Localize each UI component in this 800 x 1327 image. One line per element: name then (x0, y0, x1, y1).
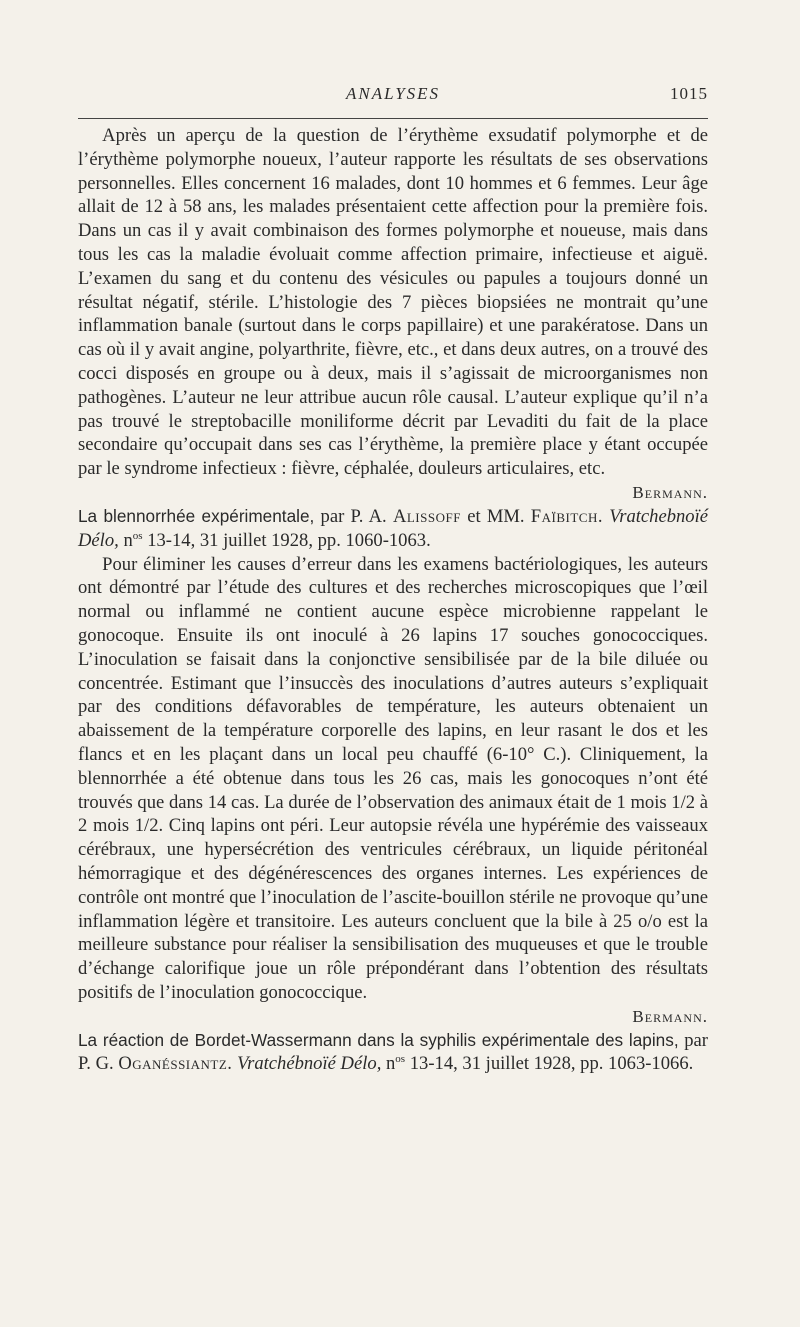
citation-details: 13-14, 31 juillet 1928, pp. 1060-1063. (147, 529, 431, 551)
article-signature: Bermann. (632, 482, 708, 502)
article-title: La réaction de Bordet-Wassermann dans la syphilis expérimentale des lapins, (78, 1029, 679, 1050)
journal-name: Vratchébnoïé Délo, (237, 1053, 382, 1075)
running-title: ANALYSES (345, 84, 441, 103)
author-name: Faïbitch. (530, 505, 603, 527)
article-heading (78, 505, 708, 553)
page-number: 1015 (670, 84, 708, 103)
author-name: Alissoff (392, 505, 461, 527)
journal-name: Vratchebnoïé Délo, (78, 505, 709, 551)
article-heading (78, 1029, 708, 1077)
issue-superscript: os (395, 1053, 406, 1066)
article-bordet-wassermann (78, 1029, 708, 1077)
issue-prefix: n (386, 1053, 396, 1075)
header-rule (78, 118, 708, 119)
article-paragraph: Après un aperçu de la question de l’érythème exsudatif polymorphe et de l’érythème polymorphe noueux, l’auteur rapporte les résultats de ses observations personnelles. Elles concernent 16 malades, dont 10 hommes et 6 femmes. Leur âge allait de 12 à 58 ans, les malades présentaient cette affection pour la première fois. Dans un cas il y avait combinaison des formes polymorphe et noueuse, mais dans tous les cas la maladie évoluait comme affection primaire, infectieuse et aiguë. L’examen du sang et du contenu des vésicules ou papules a toujours donné un résultat négatif, stérile. L’histologie des 7 pièces biopsiées ne montrait qu’une inflammation banale (surtout dans le corps papillaire) et une parakératose. Dans un cas où il y avait angine, polyarthrite, fièvre, etc., et dans deux autres, on a trouvé des cocci disposés en groupe ou à deux, mais il s’agissait de microorganismes non pathogènes. L’auteur ne leur attribue aucun rôle causal. L’auteur explique qu’il n’a pas trouvé le streptobacille moniliforme décrit par Levaditi du fait de la place secondaire qu’occupait dans ses cas l’érythème, la première place y étant occupée par le syndrome infectieux : fièvre, céphalée, douleurs articulaires, etc. (78, 125, 708, 480)
article-signature: Bermann. (632, 1006, 708, 1026)
page-header (78, 84, 708, 110)
author-conjunction: et MM. (467, 505, 525, 527)
author-prefix: par P. G. (78, 1029, 708, 1075)
author-name: Oganéssiantz. (118, 1053, 233, 1075)
page-body (78, 124, 708, 1076)
article-paragraph: Pour éliminer les causes d’erreur dans les examens bactériologiques, les auteurs ont démontré par l’étude des cultures et des recherches microscopiques que l’œil normal ou inflammé ne contient aucune espèce microbienne rappelant le gonocoque. Ensuite ils ont inoculé à 26 lapins 17 souches gonococciques. L’inoculation se faisait dans la conjonctive sensibilisée par de la bile diluée ou concentrée. Estimant que l’insuccès des inoculations d’autres auteurs s’expliquait par des conditions défavorables de température, les auteurs obtenaient un abaissement de la température corporelle des lapins, en leur rasant le dos et les flancs et en les plaçant dans un local peu chauffé (6-10° C.). Cliniquement, la blennorrhée a été obtenue dans tous les 26 cas, mais les gonocoques n’ont été trouvés que dans 14 cas. La durée de l’observation des animaux était de 1 mois 1/2 à 2 mois 1/2. Cinq lapins ont péri. Leur autopsie révéla une hypérémie des vaisseaux cérébraux, une hypersécrétion des ventricules cérébraux, un liquide péritonéal hémorragique et des dégénérescences des organes internes. Les expériences de contrôle ont montré que l’inoculation de l’ascite-bouillon stérile ne provoque qu’une inflammation légère et transitoire. Les auteurs concluent que la bile à 25 o/o est la meilleure substance pour réaliser la sensibilisation des muqueuses et que le trouble d’échange calorifique joue un rôle prépondérant dans l’obtention des résultats positifs de l’inoculation gonococcique. (78, 553, 708, 1003)
citation-details: 13-14, 31 juillet 1928, pp. 1063-1066. (409, 1053, 694, 1075)
article-erytheme (78, 124, 708, 505)
article-blennorrhee (78, 505, 708, 1029)
issue-superscript: os (132, 529, 143, 542)
issue-prefix: n (123, 529, 133, 551)
author-prefix: par P. A. (320, 505, 387, 527)
article-title: La blennorrhée expérimentale, (78, 505, 315, 526)
